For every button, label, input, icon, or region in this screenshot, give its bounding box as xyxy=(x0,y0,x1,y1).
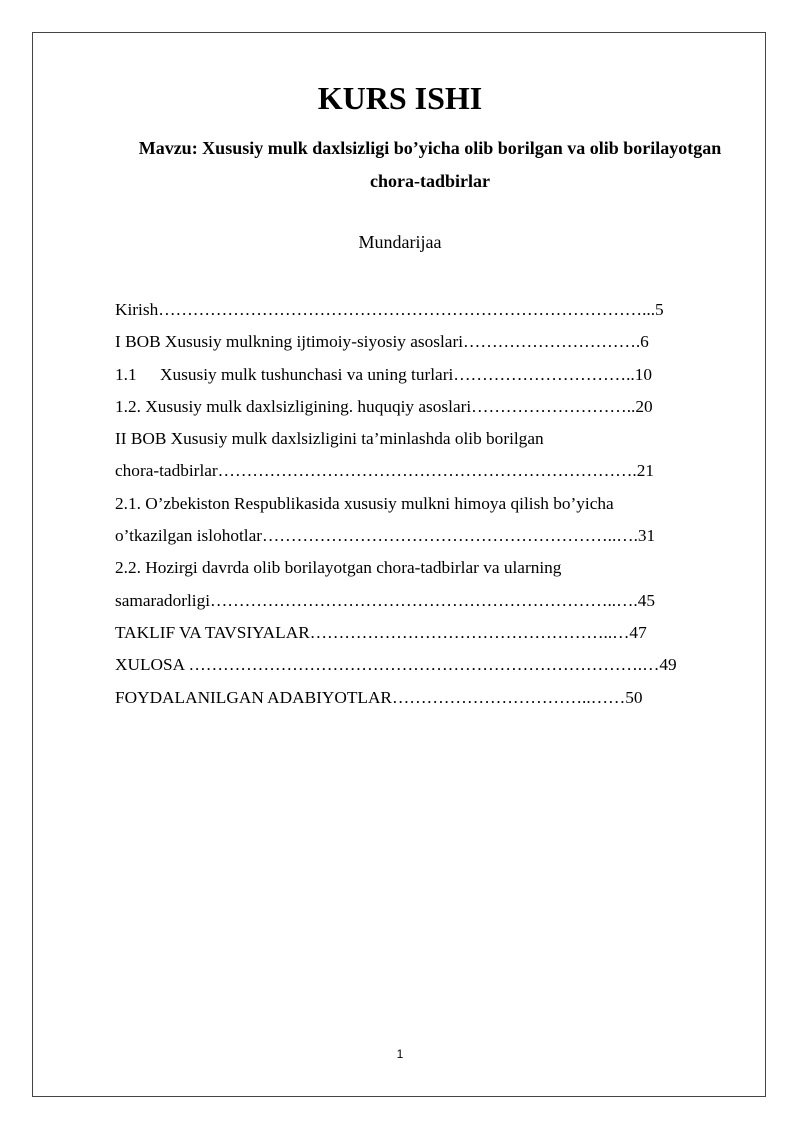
toc-entry: Kirish…………………………………………………………………………...5 xyxy=(115,300,664,319)
subject-line: Mavzu: Xususiy mulk daxlsizligi bo’yicha olib borilgan va olib borilayotgan xyxy=(138,138,722,158)
toc-entry-number: 1.1 xyxy=(115,364,137,384)
toc-entry: 2.1. O’zbekiston Respublikasida xususiy mulkni himoya qilish bo’yicha xyxy=(115,493,614,513)
table-of-contents xyxy=(115,294,715,714)
toc-entry-text: Xususiy mulk tushunchasi va uning turlari…………………………..10 xyxy=(160,364,653,384)
toc-heading: Mundarijaa xyxy=(358,232,442,252)
toc-entry: TAKLIF VA TAVSIYALAR……………………………………………..…47 xyxy=(115,622,647,642)
toc-entry: I BOB Xususiy mulkning ijtimoiy-siyosiy asoslari………………………….6 xyxy=(115,332,649,352)
document-subject xyxy=(110,132,750,198)
toc-entry xyxy=(115,359,715,391)
document-title: KURS ISHI xyxy=(317,80,483,116)
toc-entry: 1.2. Xususiy mulk daxlsizligining. huquqiy asoslari………………………..20 xyxy=(115,396,653,416)
toc-entry: 2.2. Hozirgi davrda olib borilayotgan chora-tadbirlar va ularning xyxy=(115,558,562,578)
toc-entry: XULOSA …………………………………………………………………….…49 xyxy=(115,655,677,675)
subject-line: chora-tadbirlar xyxy=(370,171,490,191)
toc-entry: o’tkazilgan islohotlar……………………………………………………..….31 xyxy=(115,526,656,546)
toc-entry: FOYDALANILGAN ADABIYOTLAR……………………………..……50 xyxy=(115,687,643,707)
toc-entry: chora-tadbirlar……………………………………………………………….21 xyxy=(115,461,655,481)
page-number: 1 xyxy=(396,1047,404,1061)
toc-entry: samaradorligi……………………………………………………………..….45 xyxy=(115,590,656,610)
toc-entry: II BOB Xususiy mulk daxlsizligini ta’minlashda olib borilgan xyxy=(115,429,544,449)
